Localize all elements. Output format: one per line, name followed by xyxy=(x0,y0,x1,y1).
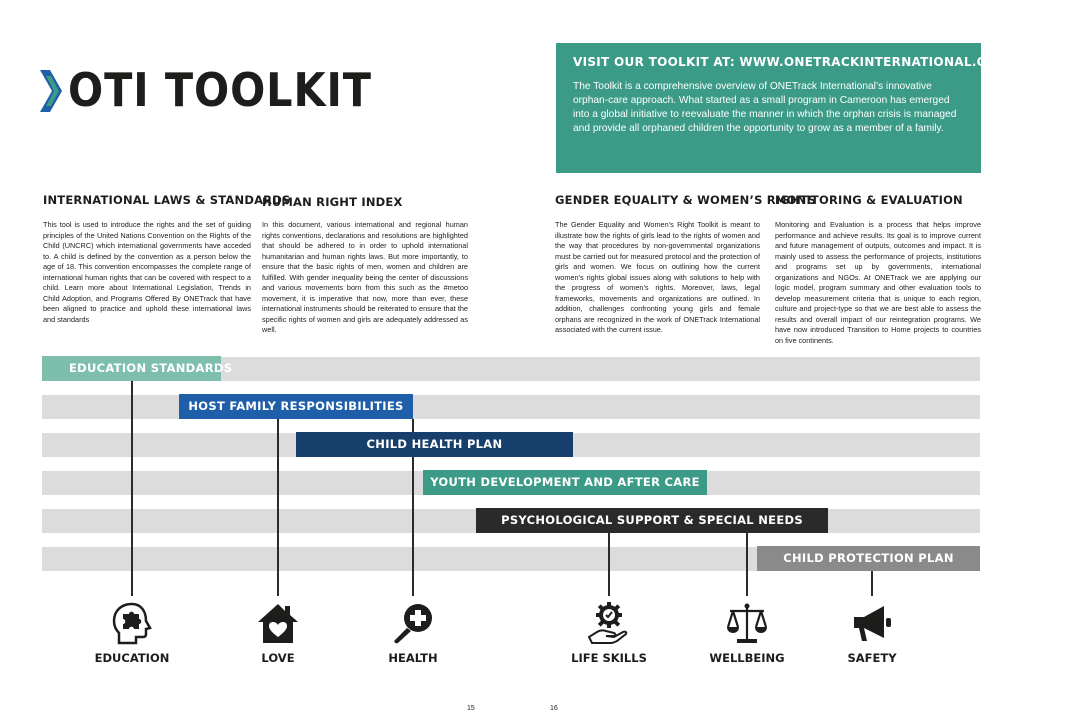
bar-education-standards: EDUCATION STANDARDS xyxy=(42,356,221,381)
section-body: Monitoring and Evaluation is a process that helps improve performance and achieve results. Its goal is to improve current and future management of outputs, outcomes and impact. It is mainly used to assess the performance of projects, institutions and programs set up by governments, international organizations and NGOs. At ONETrack we are applying our logic model, program summary and other evaluation tools to develop measurement criteria that is unique to each region, culture and project-type so that we are best able to assess the results and overall impact of our reintegration programs. We have now introduced Transition to Home projects to countries on five continents. xyxy=(775,220,981,345)
bar-psychological-support: PSYCHOLOGICAL SUPPORT & SPECIAL NEEDS xyxy=(476,508,828,533)
icon-label-safety: SAFETY xyxy=(847,651,897,665)
hand-gear-icon xyxy=(587,601,631,645)
section-body: The Gender Equality and Women’s Right Toolkit is meant to illustrate how the rights of girls lead to the rights of women and the way that procedures by non-governmental organizations must be carried out for measured protocol and the protection of girls and women. We focus on outlining how the current women’s rights global issues along with solutions to help with the progress of women’s rights. Moreover, laws, legal frameworks, movements and organizations are outlined. In addition, challenges confronting young girls and female orphans are recognized in the work of ONETrack International associated with the current issue. xyxy=(555,220,760,334)
page-number-right: 16 xyxy=(550,705,558,712)
toolkit-description: The Toolkit is a comprehensive overview of ONETrack International’s innovative orphan-care approach. What started as a small program in Cameroon has emerged into a global initiative to reevaluate the manner in which the orphan crisis is managed and provide all orphaned children the opportunity to grow as a member of a family. xyxy=(573,81,957,134)
section-heading: GENDER EQUALITY & WOMEN’S RIGHTS xyxy=(555,193,817,207)
page-title: OTI TOOLKIT xyxy=(68,63,372,117)
section-international-laws xyxy=(43,193,291,325)
toolkit-url-heading: VISIT OUR TOOLKIT AT: WWW.ONETRACKINTERNATIONAL.ORG/TOOLKIT/ xyxy=(573,55,1077,69)
section-gender-equality xyxy=(555,193,817,336)
icon-label-wellbeing: WELLBEING xyxy=(709,651,785,665)
section-heading: INTERNATIONAL LAWS & STANDARDS xyxy=(43,193,291,207)
section-human-right-index xyxy=(262,195,468,336)
page-number-left: 15 xyxy=(467,705,475,712)
icon-label-health: HEALTH xyxy=(388,651,438,665)
icon-label-love: LOVE xyxy=(261,651,295,665)
house-heart-icon xyxy=(256,601,300,645)
toolkit-info-box xyxy=(556,43,1077,173)
connector-line xyxy=(277,419,279,596)
section-body: This tool is used to introduce the rights and the set of guiding principles of the United Nations Convention on the Rights of the Child (UNCRC) which international governments have acceded to. A child is defined by the convention as a person below the age of 18. This convention encompasses the complete range of international human rights that can be covered with respect to a child. Learn more about International Legislation, Trends in Child Adoption, and Programs Offered By ONETrack that have been aligned to practice and uphold these international laws and standards xyxy=(43,220,251,324)
section-heading: HUMAN RIGHT INDEX xyxy=(262,195,403,209)
bar-youth-development: YOUTH DEVELOPMENT AND AFTER CARE xyxy=(423,470,707,495)
balance-scale-icon xyxy=(725,601,769,645)
head-puzzle-icon xyxy=(110,601,154,645)
section-body: In this document, various international and regional human rights conventions, declarations and resolutions are highlighted that should be adhered to in order to uphold international humanitarian and human rights laws. But more importantly, to ensure that the basic rights of men, women and children are fulfilled. With gender inequality being the center of discussions and various movements born from this such as the #metoo movement, it is imperative that now, more than ever, these international instruments should be reiterated to ensure that the specific rights of women and girls are adequately addressed as well. xyxy=(262,220,468,334)
section-heading: MONITORING & EVALUATION xyxy=(775,193,963,207)
connector-line xyxy=(746,533,748,596)
bar-child-protection: CHILD PROTECTION PLAN xyxy=(757,546,980,571)
connector-line xyxy=(871,571,873,596)
connector-line xyxy=(608,533,610,596)
icon-label-life-skills: LIFE SKILLS xyxy=(571,651,647,665)
section-monitoring-evaluation xyxy=(775,193,981,346)
bar-child-health: CHILD HEALTH PLAN xyxy=(296,432,573,457)
bar-host-family: HOST FAMILY RESPONSIBILITIES xyxy=(179,394,413,419)
connector-line xyxy=(131,381,133,596)
chevron-right-icon xyxy=(40,70,64,112)
megaphone-icon xyxy=(850,601,894,645)
icon-label-education: EDUCATION xyxy=(94,651,170,665)
magnifier-plus-icon xyxy=(391,601,435,645)
